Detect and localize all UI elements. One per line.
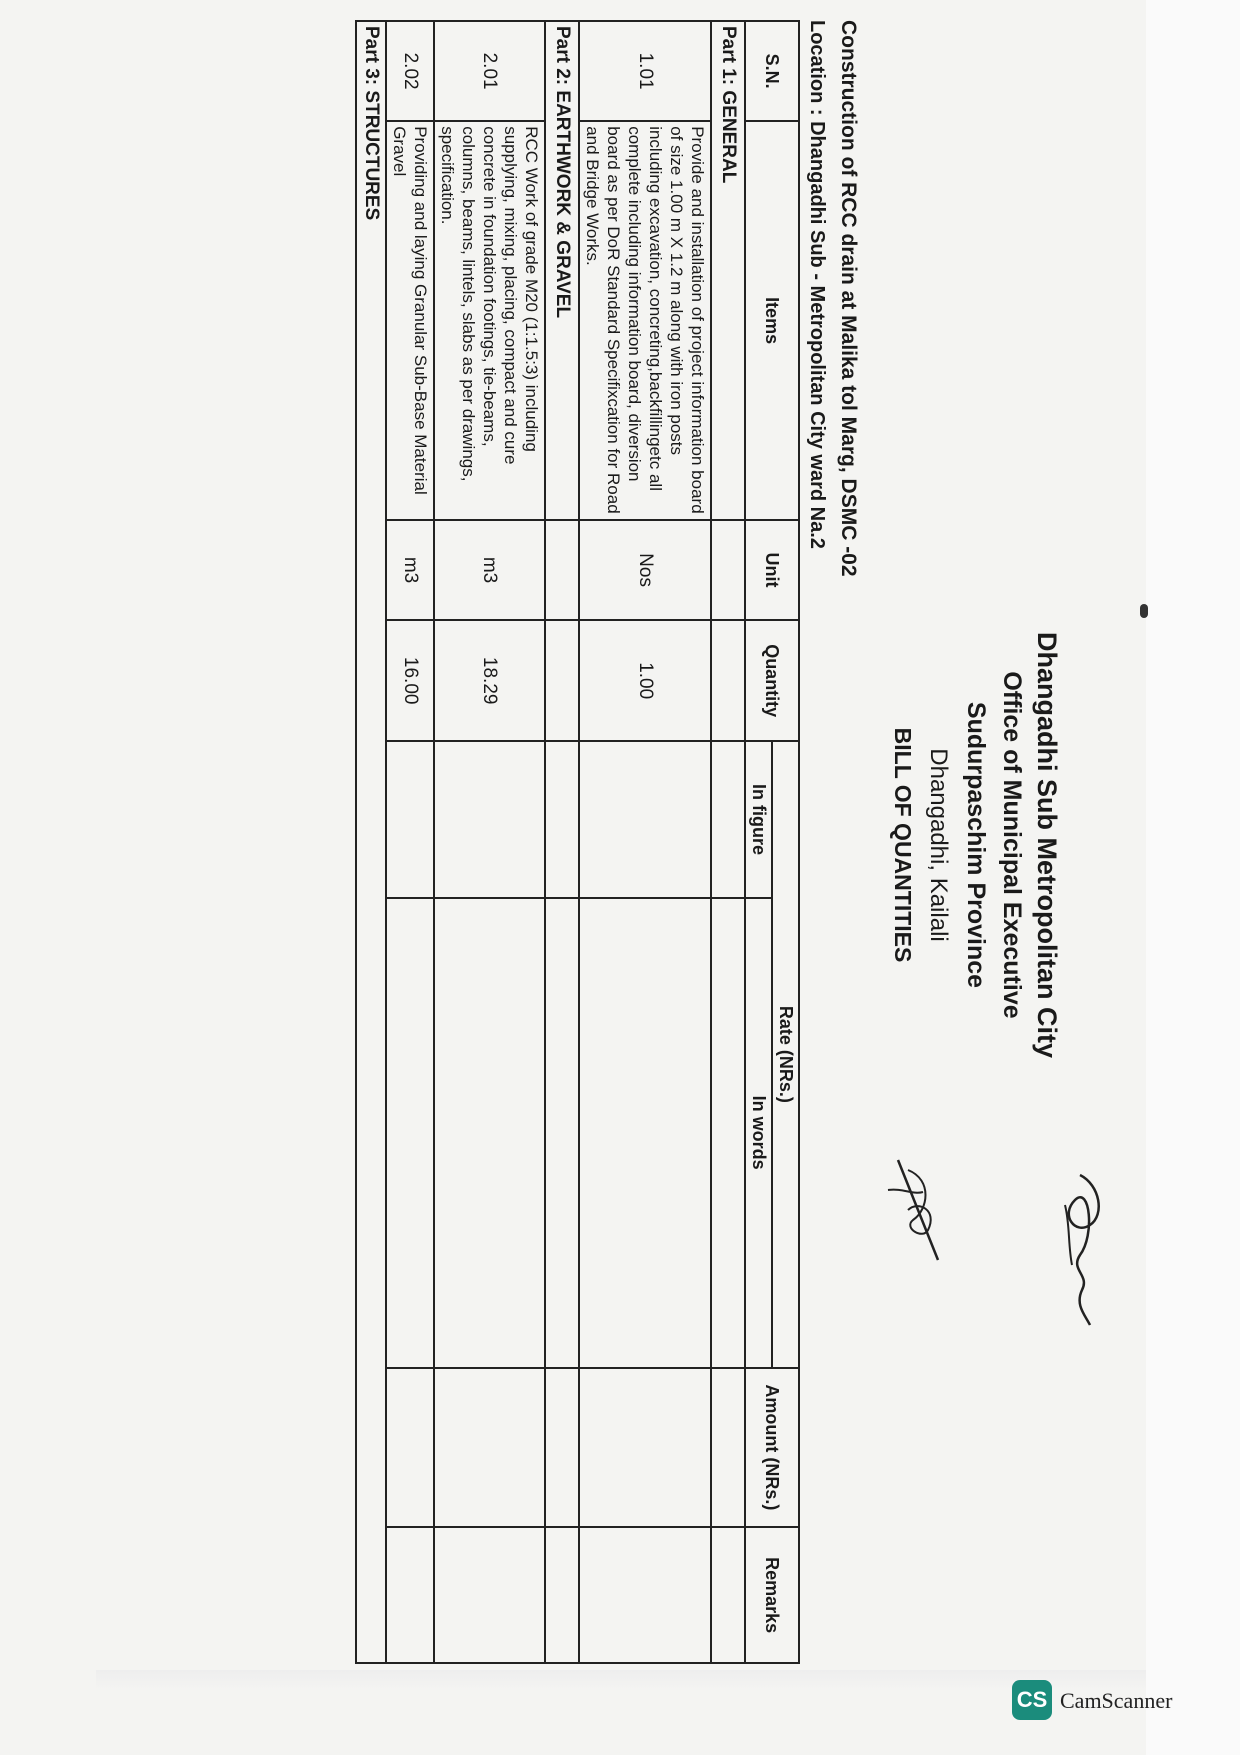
table-row <box>386 21 434 1663</box>
amount-cell <box>434 1368 545 1528</box>
col-items: Items <box>745 121 799 520</box>
row-quantity: 16.00 <box>386 620 434 741</box>
row-sn: 1.01 <box>579 21 711 121</box>
row-unit: m3 <box>386 520 434 620</box>
empty-cell <box>711 1368 745 1528</box>
part-3-label: Part 3: STRUCTURES <box>356 21 386 1663</box>
empty-cell <box>711 520 745 620</box>
project-location: Location : Dhangadhi Sub - Metropolitan City ward Na.2 <box>806 20 828 549</box>
header-title: BILL OF QUANTITIES <box>890 727 916 963</box>
col-rate: Rate (NRs.) <box>772 741 799 1367</box>
row-sn: 2.02 <box>386 21 434 121</box>
part-1-label: Part 1: GENERAL <box>711 21 745 520</box>
rate-figure-cell <box>579 741 711 898</box>
amount-cell <box>579 1368 711 1528</box>
empty-cell <box>545 1527 579 1663</box>
rate-figure-cell <box>386 741 434 898</box>
row-item: Provide and installation of project information board of size 1.00 m X 1.2 m along with iron posts including excavation, concreting,backfillingetc all complete including information board, diversion board as per DoR Standard Specifixcation for Road and Bridge Works. <box>579 121 711 520</box>
header-office: Office of Municipal Executive <box>998 671 1026 1019</box>
col-quantity: Quantity <box>745 620 799 741</box>
row-quantity: 1.00 <box>579 620 711 741</box>
empty-cell <box>545 898 579 1368</box>
part-row <box>711 21 745 1663</box>
col-rate-words: In words <box>745 898 772 1368</box>
row-item: Providing and laying Granular Sub-Base Material Gravel <box>386 121 434 520</box>
signature-1 <box>1020 1165 1110 1335</box>
rate-words-cell <box>579 898 711 1368</box>
row-item: RCC Work of grade M20 (1:1.5:3) including supplying, mixing, placing, compact and cure concrete in foundation footings, tie-beams, columns, beams, lintels, slabs as per drawings, specification. <box>434 121 545 520</box>
rate-figure-cell <box>434 741 545 898</box>
header-city: Dhangadhi Sub Metropolitan City <box>1032 632 1062 1058</box>
empty-cell <box>711 898 745 1368</box>
signature-2 <box>878 1150 958 1270</box>
project-title: Construction of RCC drain at Malika tol Marg, DSMC -02 <box>837 20 860 577</box>
part-row <box>356 21 386 1663</box>
empty-cell <box>711 1527 745 1663</box>
amount-cell <box>386 1368 434 1528</box>
header-province: Sudurpaschim Province <box>962 701 990 989</box>
col-sn: S.N. <box>745 21 799 121</box>
row-quantity: 18.29 <box>434 620 545 741</box>
camscanner-logo: CS <box>1012 1680 1052 1720</box>
row-unit: Nos <box>579 520 711 620</box>
scan-shadow <box>96 1670 1146 1690</box>
rate-words-cell <box>434 898 545 1368</box>
header-row <box>772 21 799 1663</box>
rotated-document <box>130 20 1130 1670</box>
empty-cell <box>545 620 579 741</box>
remarks-cell <box>579 1527 711 1663</box>
empty-cell <box>545 741 579 898</box>
boq-table <box>355 20 800 1664</box>
scan-mark <box>1140 604 1148 618</box>
part-row <box>545 21 579 1663</box>
col-remarks: Remarks <box>745 1527 799 1663</box>
part-2-label: Part 2: EARTHWORK & GRAVEL <box>545 21 579 520</box>
table-row <box>579 21 711 1663</box>
empty-cell <box>711 741 745 898</box>
rate-words-cell <box>386 898 434 1368</box>
empty-cell <box>711 620 745 741</box>
col-rate-figure: In figure <box>745 741 772 898</box>
camscanner-watermark: CamScanner <box>1060 1688 1173 1713</box>
row-sn: 2.01 <box>434 21 545 121</box>
row-unit: m3 <box>434 520 545 620</box>
remarks-cell <box>434 1527 545 1663</box>
header-address: Dhangadhi, Kailali <box>925 748 952 942</box>
empty-cell <box>545 1368 579 1528</box>
table-row <box>434 21 545 1663</box>
page-margin <box>1146 0 1240 1755</box>
col-unit: Unit <box>745 520 799 620</box>
empty-cell <box>545 520 579 620</box>
col-amount: Amount (NRs.) <box>745 1368 799 1528</box>
remarks-cell <box>386 1527 434 1663</box>
